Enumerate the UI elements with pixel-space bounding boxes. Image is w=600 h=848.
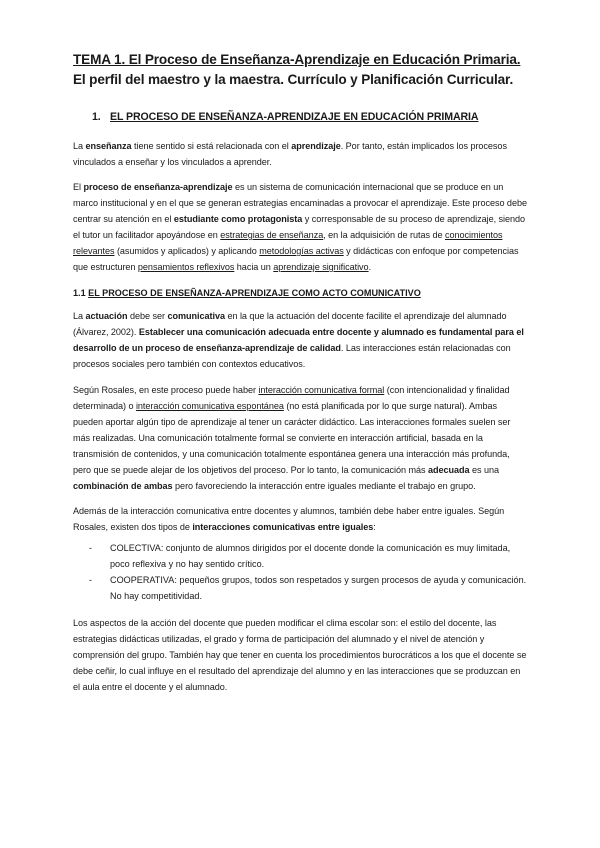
text: La [73, 311, 86, 321]
text-bold: comunicativa [167, 311, 225, 321]
section-1-heading [92, 110, 528, 124]
text: hacia un [234, 262, 274, 272]
text-underlined: estrategias de enseñanza [220, 230, 324, 240]
text-bold: actuación [85, 311, 128, 321]
text: . Las interacciones están relacionadas con procesos sociales pero también con contextos educativos. [73, 343, 511, 369]
title-underlined: TEMA 1. El Proceso de Enseñanza-Aprendizaje en Educación Primaria. [73, 52, 521, 67]
text: tiene sentido si está relacionada con el [131, 141, 292, 151]
list-item-text: COOPERATIVA: pequeños grupos, todos son respetados y surgen procesos de ayuda y comunicación. No hay competitividad. [110, 575, 527, 601]
text-bold: aprendizaje [291, 141, 341, 151]
text: es un sistema de comunicación internacional que se produce en un marco institucional y en el que se generan estrategias encaminadas a provocar el aprendizaje. Este proceso debe centrar su atención en el [73, 182, 527, 224]
section-1-number: 1. [92, 111, 101, 123]
section-1-1-heading [73, 285, 528, 301]
text: (no está planificada por lo que surge natural). Ambas pueden aportar algún tipo de aprendizaje al tener un carácter didáctico. Las interacciones formales suelen ser más realizadas. Una comunicación totalmente formal se convierte en interacción artificial, basada en la transmisión de contenidos, y una comunicación totalmente espontánea genera una interacción más profunda, pero que se puede alejar de los objetivos del proceso. Por lo tanto, la comunicación más [73, 401, 511, 475]
text-bold: estudiante como protagonista [173, 214, 303, 224]
text: y corresponsable de su proceso de aprendizaje, siendo el tutor un facilitador apoyándose en [73, 214, 526, 240]
text: en la que la actuación del docente facilite el aprendizaje del alumnado (Álvarez, 2002). [73, 311, 507, 337]
paragraph-6: Los aspectos de la acción del docente que pueden modificar el clima escolar son: el estilo del docente, las estrategias didácticas utilizadas, el grado y forma de participación del alumnado y el nivel de atención y comprensión del grupo. También hay que tener en cuenta los procedimientos burocráticos a los que el docente se debe ceñir, lo cual influye en el resultado del aprendizaje del alumno y en las interacciones que se produzcan en el aula entre el docente y el alumnado. [73, 618, 527, 692]
text-underlined: aprendizaje significativo [273, 262, 369, 272]
text-underlined: pensamientos reflexivos [137, 262, 235, 272]
text-underlined: conocimientos relevantes [73, 230, 503, 256]
text-underlined: metodologías activas [259, 246, 344, 256]
text: pero favoreciendo la interacción entre iguales mediante el trabajo en grupo. [172, 481, 476, 491]
list-item-text: COLECTIVA: conjunto de alumnos dirigidos por el docente donde la comunicación es muy limitada, poco reflexiva y no hay sentido crítico. [110, 543, 511, 569]
text: es una [469, 465, 500, 475]
section-1-1-title: EL PROCESO DE ENSEÑANZA-APRENDIZAJE COMO ACTO COMUNICATIVO [88, 288, 421, 298]
text-bold: adecuada [427, 465, 470, 475]
section-1-1-number: 1.1 [73, 288, 89, 298]
title-rest: El perfil del maestro y la maestra. Currículo y Planificación Curricular. [73, 72, 514, 87]
section-1-title: EL PROCESO DE ENSEÑANZA-APRENDIZAJE EN EDUCACIÓN PRIMARIA [110, 111, 479, 123]
text: . Por tanto, están implicados los procesos vinculados a enseñar y los vinculados a aprender. [73, 141, 507, 167]
text: Según Rosales, en este proceso puede haber [73, 385, 259, 395]
text: . [368, 262, 372, 272]
text: El [73, 182, 84, 192]
paragraph-2 [73, 179, 528, 275]
text-bold: proceso de enseñanza-aprendizaje [83, 182, 233, 192]
text: (con intencionalidad y finalidad determinada) o [73, 385, 510, 411]
text-bold: interacciones comunicativas entre iguales [192, 522, 374, 532]
text: debe ser [127, 311, 168, 321]
text: , en la adquisición de rutas de [323, 230, 445, 240]
text: : [373, 522, 376, 532]
text: La [73, 141, 86, 151]
paragraph-4 [73, 382, 528, 494]
text-bold: Establecer una comunicación adecuada entre docente y alumnado es fundamental para el desarrollo de un proceso de enseñanza-aprendizaje de calidad [73, 327, 524, 353]
text: Además de la interacción comunicativa entre docentes y alumnos, también debe haber entre iguales. Según Rosales, existen dos tipos de [73, 506, 505, 532]
text: y didácticas con enfoque por competencias que estructuren [73, 246, 519, 272]
list-item [73, 572, 528, 604]
page-title [73, 50, 528, 90]
paragraph-1 [73, 138, 528, 170]
list-dash: - [89, 575, 93, 585]
paragraph-3 [73, 308, 528, 372]
bullet-list [73, 540, 528, 604]
list-dash: - [89, 543, 93, 553]
text-bold: combinación de ambas [73, 481, 173, 491]
text: (asumidos y aplicados) y aplicando [114, 246, 260, 256]
document-page [73, 50, 528, 695]
text-underlined: interacción comunicativa espontánea [135, 401, 284, 411]
list-item [73, 540, 528, 572]
text-bold: enseñanza [85, 141, 132, 151]
text-underlined: interacción comunicativa formal [258, 385, 385, 395]
paragraph-5 [73, 503, 528, 535]
